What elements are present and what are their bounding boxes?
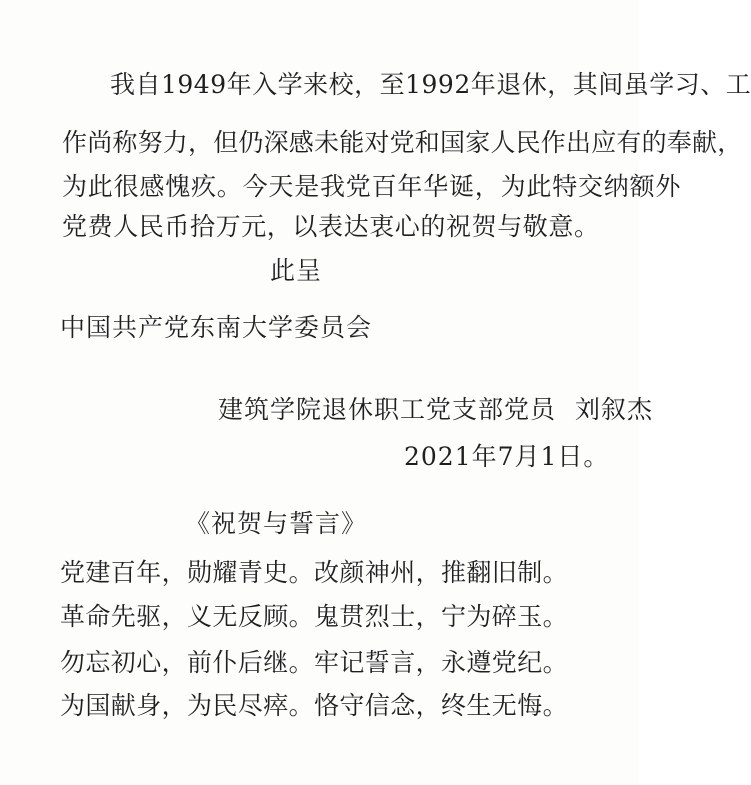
recipient-name: 中国共产党东南大学委员会	[60, 313, 373, 342]
poem-line-4: 为国献身，为民尽瘁。恪守信念，终生无悔。	[60, 691, 569, 720]
poem-title: 《祝贺与誓言》	[185, 509, 368, 538]
letter-line-4: 党费人民币拾万元，以表达衷心的祝贺与敬意。	[62, 212, 600, 241]
letter-line-1: 我自1949年入学来校，至1992年退休，其间虽学习、工	[110, 70, 751, 99]
poem-line-2: 革命先驱，义无反顾。鬼贯烈士，宁为碎玉。	[60, 602, 569, 631]
signature-block	[218, 397, 653, 422]
poem-line-1: 党建百年，勋耀青史。改颜神州，推翻旧制。	[60, 558, 569, 587]
poem-line-3: 勿忘初心，前仆后继。牢记誓言，永遵党纪。	[60, 648, 569, 677]
signature-name: 刘叙杰	[574, 395, 653, 424]
letter-date: 2021年7月1日。	[404, 442, 610, 471]
signature-unit: 建筑学院退休职工党支部党员	[218, 395, 557, 424]
closing-phrase: 此呈	[270, 256, 323, 285]
letter-line-2: 作尚称努力，但仍深感未能对党和国家人民作出应有的奉献，	[62, 128, 743, 157]
letter-line-3: 为此很感愧疚。今天是我党百年华诞，为此特交纳额外	[62, 172, 682, 201]
